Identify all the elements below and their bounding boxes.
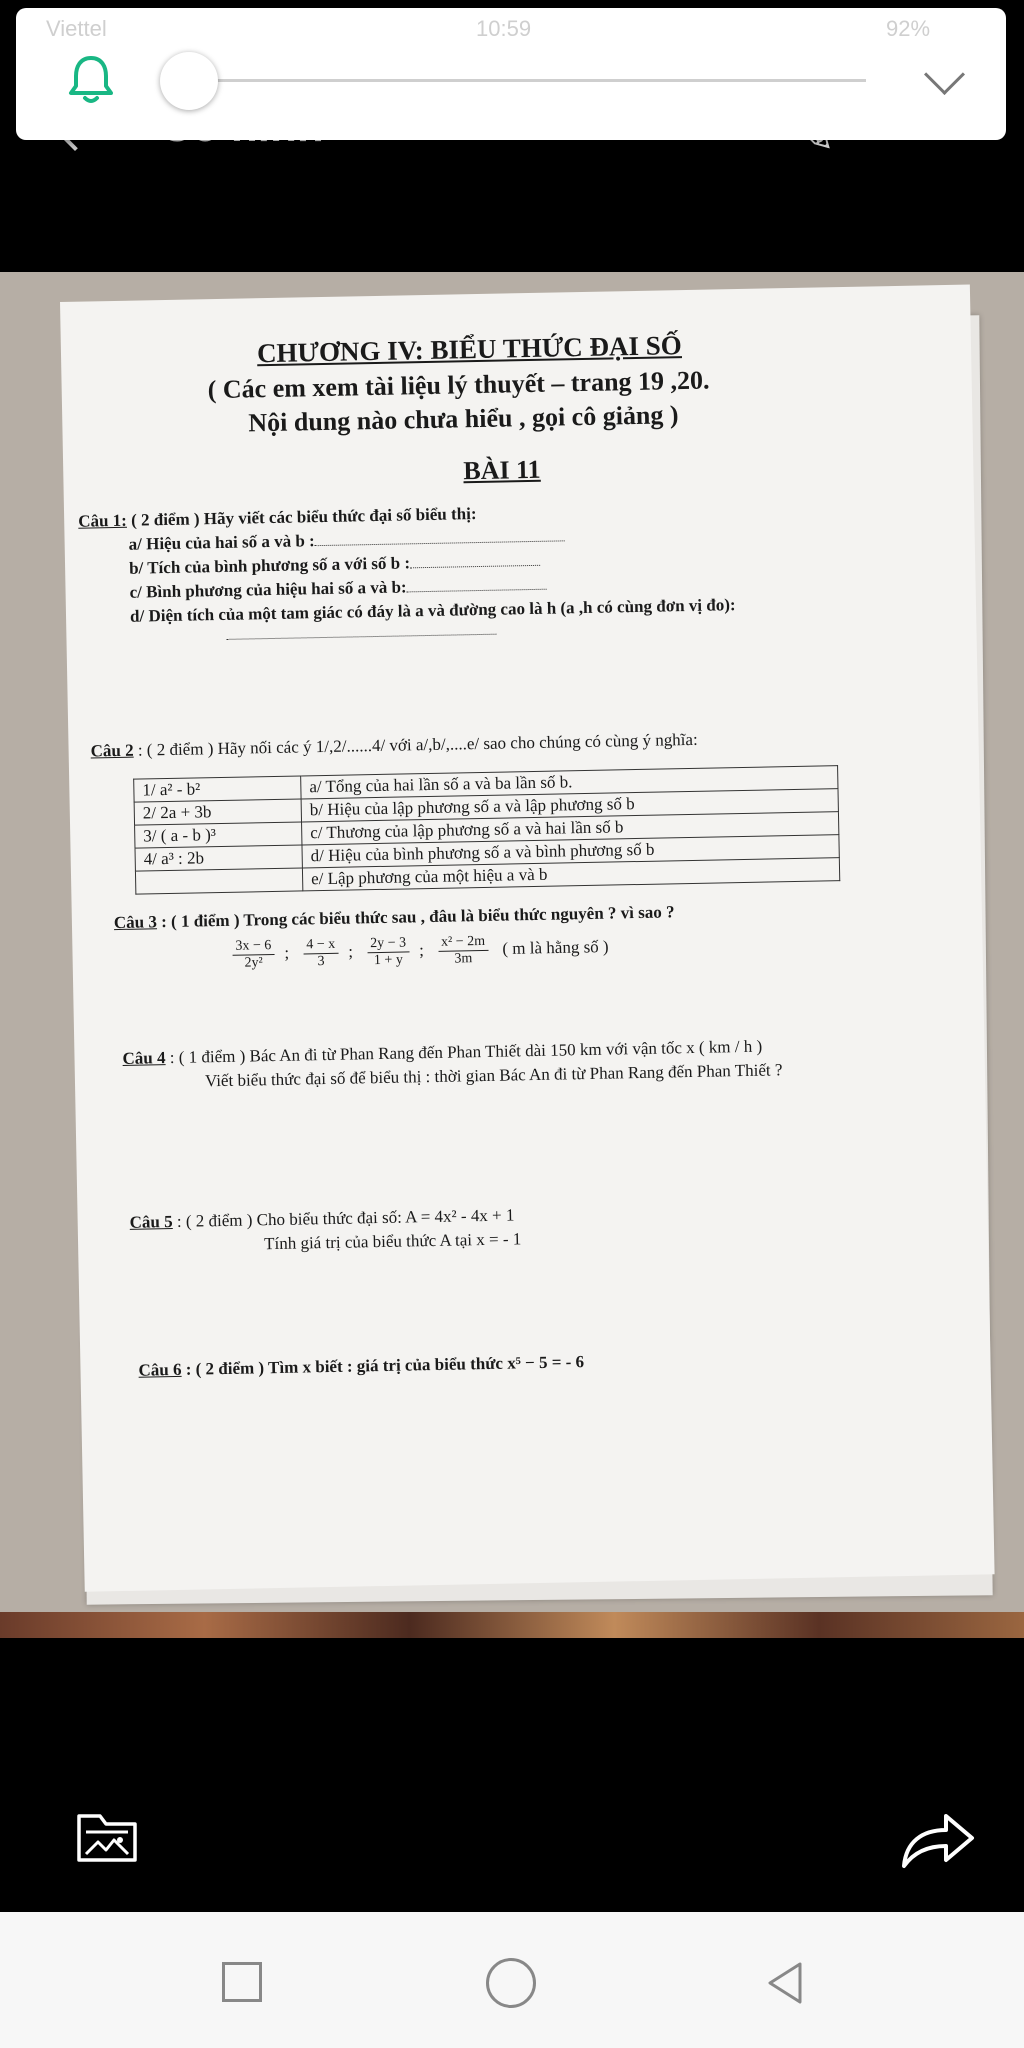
worksheet-page [60, 285, 995, 1592]
share-arrow-icon[interactable] [900, 1810, 976, 1870]
fraction: $\frac{2y - 3}{1 + y}$ [367, 935, 410, 969]
recent-apps-button[interactable] [222, 1962, 262, 2002]
question-1 [78, 504, 477, 532]
question-1-label: Câu 1: [78, 510, 128, 531]
bottom-toolbar [0, 1638, 1024, 1912]
question-4-label: Câu 4 [122, 1048, 166, 1068]
battery-text: 92% [886, 16, 931, 41]
answer-line [226, 620, 496, 645]
table-surface [0, 1612, 1024, 1638]
question-3-note: ( m là hằng số ) [502, 936, 609, 959]
volume-panel [16, 8, 1006, 140]
chapter-note: Nội dung nào chưa hiểu , gọi cô giảng ) [248, 400, 679, 438]
table-cell: d/ Hiệu của bình phương số a và bình phương số b [302, 835, 839, 868]
fraction: $\frac{3x - 6}{\text{2y²}}$ [232, 938, 275, 972]
navigation-bar [0, 1912, 1024, 2048]
table-cell: 4/ a³ : 2b [135, 845, 302, 871]
home-button[interactable] [486, 1958, 536, 2008]
question-3-label: Câu 3 [113, 912, 158, 933]
table-cell [135, 868, 302, 894]
clock-text: 10:59 [476, 16, 532, 41]
carrier-text: Viettel [46, 16, 107, 41]
bell-icon[interactable] [66, 52, 116, 106]
table-cell: 1/ a² - b² [134, 776, 301, 802]
question-1c: c/ Bình phương của hiệu hai số a và b: [129, 575, 546, 603]
table-cell: e/ Lập phương của một hiệu a và b [302, 858, 839, 891]
back-triangle-icon[interactable] [760, 1958, 810, 2008]
question-4-text: : ( 1 điểm ) Bác An đi từ Phan Rang đến Phan Thiết dài 150 km với vận tốc x ( km / h ) [165, 1036, 763, 1068]
fraction: $\frac{\text{x² − 2m}}{3m}$ [438, 934, 489, 968]
question-2-text: : ( 2 điểm ) Hãy nối các ý 1/,2/......4/ với a/,b/,....e/ sao cho chúng có cùng ý nghĩa: [133, 729, 698, 760]
question-3 [114, 902, 675, 933]
question-6 [138, 1352, 584, 1381]
matching-table [133, 765, 840, 895]
question-6-label: Câu 6 [138, 1359, 182, 1380]
question-6-text: : ( 2 điểm ) Tìm x biết : giá trị của biểu thức x⁵ − 5 = - 6 [181, 1352, 585, 1379]
album-folder-icon[interactable] [76, 1810, 138, 1864]
question-5-text-2: Tính giá trị của biểu thức A tại x = - 1 [263, 1229, 522, 1254]
table-cell: 3/ ( a - b )³ [135, 822, 302, 848]
question-3-expressions: $\frac{3x - 6}{\text{2y²}}$ ; $\frac{4 - x}{3}$ ; $\frac{2y - 3}{1 + y}$ ; $\frac{\text{x² − 2m}}{3m}$ ( m là hằng số ) [222, 932, 609, 972]
question-2-label: Câu 2 [90, 740, 134, 761]
question-5 [129, 1205, 514, 1232]
lesson-title: BÀI 11 [463, 454, 541, 486]
chapter-subtitle: ( Các em xem tài liệu lý thuyết – trang 19 ,20. [207, 365, 710, 405]
question-3-text: : ( 1 điểm ) Trong các biểu thức sau , đâu là biểu thức nguyên ? vì sao ? [156, 902, 675, 932]
question-1a: a/ Hiệu của hai số a và b : [128, 526, 564, 554]
table-cell: a/ Tổng của hai lần số a và ba lần số b. [301, 766, 838, 799]
question-1-text: ( 2 điểm ) Hãy viết các biểu thức đại số biểu thị: [126, 504, 477, 530]
table-cell: 2/ 2a + 3b [134, 799, 301, 825]
question-4-text-2: Viết biểu thức đại số để biểu thị : thời gian Bác An đi từ Phan Rang đến Phan Thiết ? [204, 1060, 783, 1091]
status-bar [16, 16, 1006, 46]
question-2 [90, 730, 697, 762]
volume-slider-knob[interactable] [160, 52, 218, 110]
question-5-text: : ( 2 điểm ) Cho biểu thức đại số: A = 4x² - 4x + 1 [172, 1205, 515, 1232]
question-5-label: Câu 5 [129, 1212, 173, 1232]
photo-viewer[interactable] [0, 272, 1024, 1638]
chapter-title: CHƯƠNG IV: BIỂU THỨC ĐẠI SỐ [256, 330, 683, 369]
volume-slider-track[interactable] [172, 79, 866, 82]
chevron-down-icon[interactable] [924, 54, 965, 95]
table-cell: b/ Hiệu của lập phương số a và lập phương số b [301, 789, 838, 822]
fraction: $\frac{4 - x}{3}$ [303, 937, 339, 971]
question-1b: b/ Tích của bình phương số a với số b : [129, 551, 540, 579]
question-1d: d/ Diện tích của một tam giác có đáy là a và đường cao là h (a ,h có cùng đơn vị đo): [129, 595, 736, 626]
table-cell: c/ Thương của lập phương số a và hai lần số b [302, 812, 839, 845]
